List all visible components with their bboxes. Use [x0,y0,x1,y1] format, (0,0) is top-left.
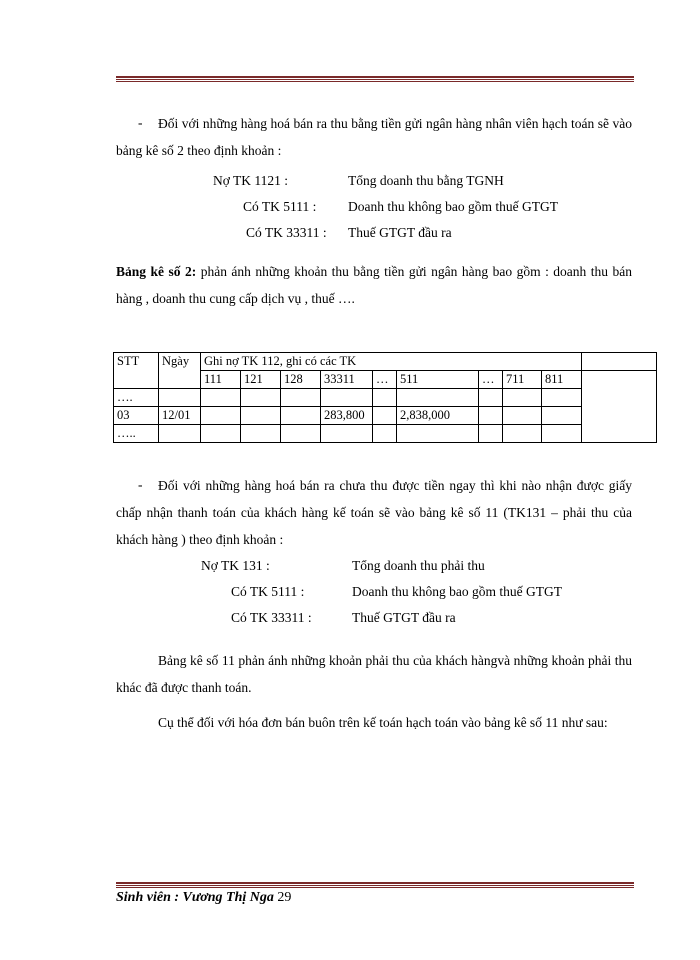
cell-ngay: 12/01 [159,407,201,425]
paragraph-5: Cụ thể đối với hóa đơn bán buôn trên kế toán hạch toán vào bảng kê số 11 như sau: [158,715,608,730]
cell [281,425,321,443]
col-header-121: 121 [241,371,281,389]
cell-33311: 283,800 [321,407,373,425]
ledger-table [113,352,657,443]
entry-6-account: Có TK 33311 : [231,610,312,625]
col-header-128: 128 [281,371,321,389]
entry-2-account: Có TK 5111 : [243,199,317,214]
paragraph-2 [116,258,632,312]
col-header-111: 111 [201,371,241,389]
cell [281,389,321,407]
cell [201,407,241,425]
cell [479,425,503,443]
cell [241,407,281,425]
cell [479,407,503,425]
cell [241,425,281,443]
cell [373,407,397,425]
col-header-ngay: Ngày [159,353,201,389]
entry-1-desc: Tổng doanh thu bằng TGNH [348,173,504,188]
cell [281,407,321,425]
entry-3-account: Có TK 33311 : [246,225,327,240]
footer-student-name: Sinh viên : Vương Thị Nga [116,890,274,905]
cell [321,425,373,443]
col-header-511: 511 [397,371,479,389]
paragraph-4: Bảng kê số 11 phản ánh những khoản phải thu của khách hàngvà những khoản phải thu khác đã được thanh toán. [116,653,632,695]
entry-4-desc: Tổng doanh thu phải thu [352,558,485,573]
entry-3-desc: Thuế GTGT đầu ra [348,225,452,240]
cell [397,425,479,443]
cell [201,425,241,443]
page-number: 29 [277,890,292,905]
cell [373,425,397,443]
paragraph-2-heading: Bảng kê số 2: [116,264,197,279]
entry-5-account: Có TK 5111 : [231,584,305,599]
header-rule [116,76,634,82]
paragraph-3-text: Đối với những hàng hoá bán ra chưa thu được tiền ngay thì khi nào nhận được giấy chấp nhận thanh toán của khách hàng kế toán sẽ vào bảng kê số 11 (TK131 – phải thu của khách hàng ) theo định khoản : [116,478,632,547]
table-row [114,407,657,425]
cell [542,425,582,443]
entry-2-desc: Doanh thu không bao gồm thuế GTGT [348,199,558,214]
bullet-dash: - [138,477,143,492]
footer [116,890,291,906]
cell-stt: ….. [114,425,159,443]
footer-rule [116,882,634,888]
table-empty-tall-cell [582,371,657,443]
cell [397,389,479,407]
entry-6-desc: Thuế GTGT đầu ra [352,610,456,625]
paragraph-3 [116,472,632,553]
col-header-stt: STT [114,353,159,389]
cell [542,389,582,407]
cell [373,389,397,407]
bullet-dash: - [138,115,143,130]
col-header-group: Ghi nợ TK 112, ghi có các TK [201,353,582,371]
paragraph-1 [116,110,632,164]
paragraph-1-text: Đối với những hàng hoá bán ra thu bằng tiền gửi ngân hàng nhân viên hạch toán sẽ vào bảng kê số 2 theo định khoản : [116,116,632,158]
cell [503,407,542,425]
table-header-row [114,353,657,371]
cell [321,389,373,407]
entry-5-desc: Doanh thu không bao gồm thuế GTGT [352,584,562,599]
table-empty-cell [582,353,657,371]
cell [503,389,542,407]
col-header-811: 811 [542,371,582,389]
cell-511: 2,838,000 [397,407,479,425]
entry-4-account: Nợ TK 131 : [201,558,270,573]
cell [503,425,542,443]
cell [241,389,281,407]
cell-ngay [159,389,201,407]
cell-ngay [159,425,201,443]
cell-stt: …. [114,389,159,407]
table-row [114,389,657,407]
col-header-33311: 33311 [321,371,373,389]
table-row [114,425,657,443]
cell [201,389,241,407]
col-header-711: 711 [503,371,542,389]
col-header-ellipsis-1: … [373,371,397,389]
entry-1-account: Nợ TK 1121 : [213,173,289,188]
cell-stt: 03 [114,407,159,425]
cell [479,389,503,407]
col-header-ellipsis-2: … [479,371,503,389]
cell [542,407,582,425]
paragraph-2-text: phản ánh những khoản thu bằng tiền gửi ngân hàng bao gồm : doanh thu bán hàng , doanh thu cung cấp dịch vụ , thuế …. [116,264,633,306]
